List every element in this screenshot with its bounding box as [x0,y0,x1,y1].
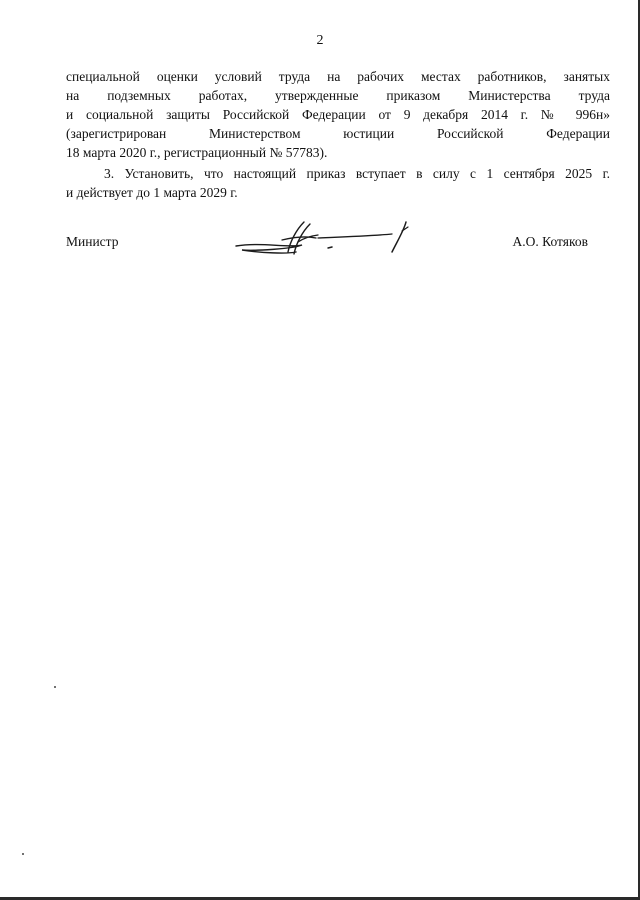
paragraph-line: 18 марта 2020 г., регистрационный № 57783). [66,145,328,160]
handwritten-signature [232,218,416,268]
paragraph-line: (зарегистрирован Министерством юстиции Российской Федерации [66,126,610,141]
paragraph-line: специальной оценки условий труда на рабочих местах работников, занятых [66,69,610,84]
item-3-line: 3. Установить, что настоящий приказ вступает в силу с 1 сентября 2025 г. [104,166,610,181]
page-number: 2 [316,33,324,48]
item-3-line: и действует до 1 марта 2029 г. [66,185,238,200]
signatory-title: Министр [66,234,119,249]
scan-speck [54,686,56,688]
paragraph-line: и социальной защиты Российской Федерации от 9 декабря 2014 г. № 996н» [66,107,610,122]
paragraph-line: на подземных работах, утвержденные приказом Министерства труда [66,88,610,103]
signatory-name: А.О. Котяков [512,234,588,249]
scan-speck [22,853,24,855]
